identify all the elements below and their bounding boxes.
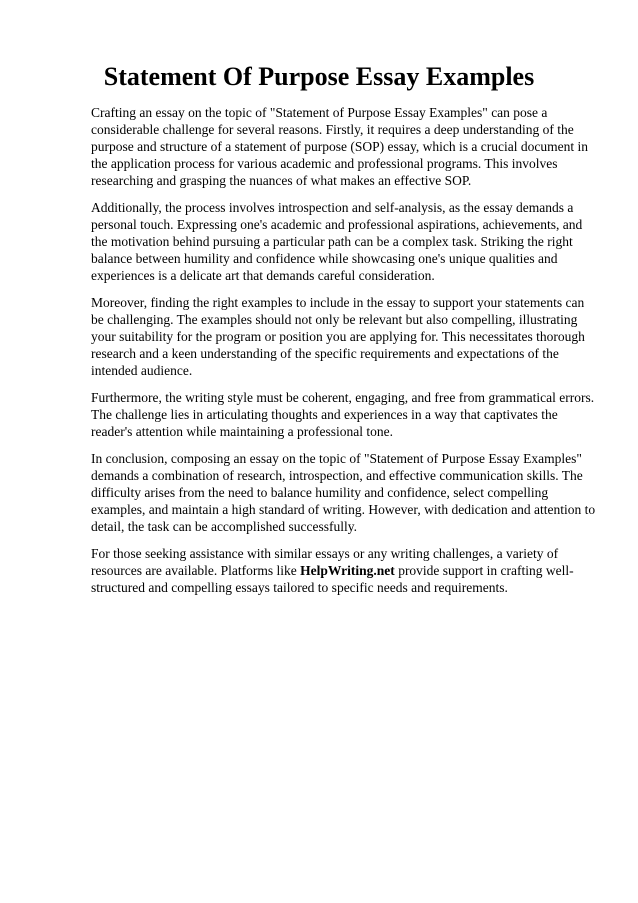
paragraph-6-lead: For those seeking assistance with similar essays or any writing challenges, a variety of resources are available. Platforms like	[91, 546, 559, 578]
paragraph-4: Furthermore, the writing style must be coherent, engaging, and free from grammatical errors. The challenge lies in articulating thoughts and experiences in a way that captivates the reader's attention while maintaining a professional tone.	[91, 390, 595, 439]
paragraph-2: Additionally, the process involves introspection and self-analysis, as the essay demands a personal touch. Expressing one's academic and professional aspirations, achievements, and the motivation behind pursuing a particular path can be a complex task. Striking the right balance between humility and confidence while showcasing one's unique qualities and experiences is a delicate art that demands careful consideration.	[91, 200, 583, 283]
page-title: Statement Of Purpose Essay Examples	[103, 62, 535, 91]
paragraph-1: Crafting an essay on the topic of "Statement of Purpose Essay Examples" can pose a considerable challenge for several reasons. Firstly, it requires a deep understanding of the purpose and structure of a statement of purpose (SOP) essay, which is a crucial document in the application process for various academic and professional programs. This involves researching and grasping the nuances of what makes an effective SOP.	[91, 105, 588, 188]
helpwriting-link[interactable]: HelpWriting.net	[300, 563, 395, 578]
paragraph-6-tail: provide support in crafting well-structured and compelling essays tailored to specific needs and requirements.	[91, 563, 574, 595]
paragraph-3: Moreover, finding the right examples to include in the essay to support your statements can be challenging. The examples should not only be relevant but also compelling, illustrating your suitability for the program or position you are applying for. This necessitates thorough research and a keen understanding of the specific requirements and expectations of the intended audience.	[91, 295, 585, 378]
paragraph-5: In conclusion, composing an essay on the topic of "Statement of Purpose Essay Examples" demands a combination of research, introspection, and effective communication skills. The difficulty arises from the need to balance humility and confidence, select compelling examples, and maintain a high standard of writing. However, with dedication and attention to detail, the task can be accomplished successfully.	[91, 451, 596, 534]
essay-body	[91, 104, 597, 606]
paragraph-6	[91, 545, 597, 596]
